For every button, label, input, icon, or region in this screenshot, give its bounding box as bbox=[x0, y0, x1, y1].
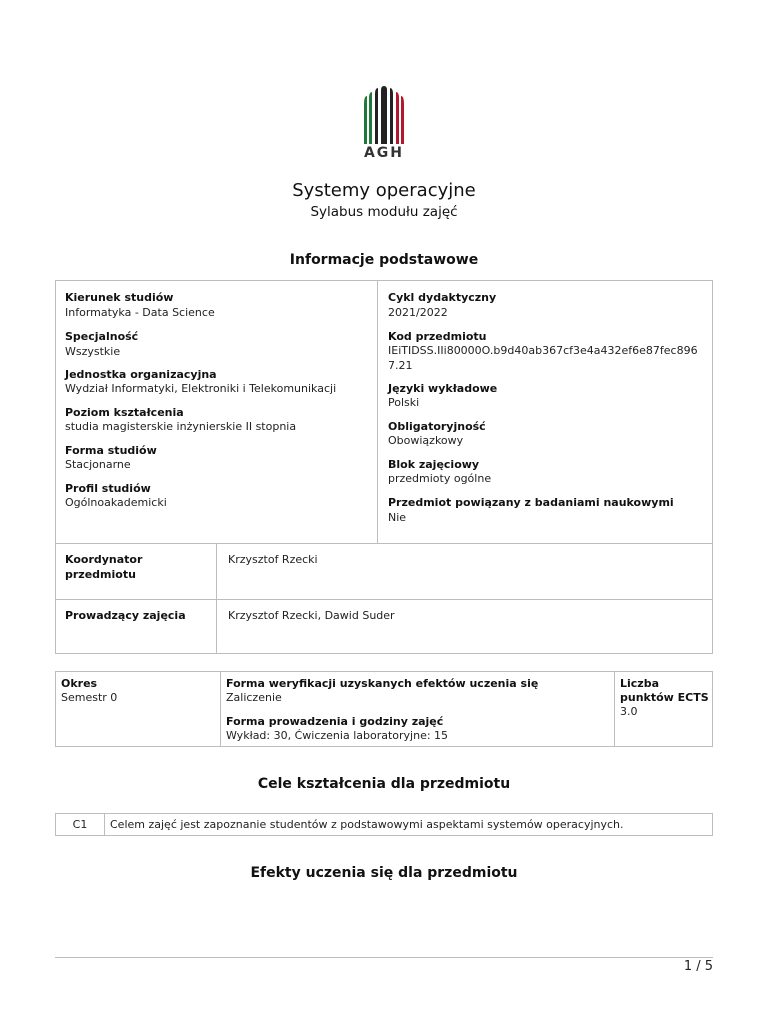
languages-value: Polski bbox=[388, 396, 420, 409]
goals-table bbox=[55, 813, 713, 836]
coordinator-label-line1: Koordynator bbox=[65, 553, 143, 566]
column-divider bbox=[220, 672, 221, 746]
column-divider bbox=[614, 672, 615, 746]
block-label: Blok zajęciowy bbox=[388, 458, 480, 471]
row-divider bbox=[56, 599, 712, 600]
goal-code: C1 bbox=[72, 818, 88, 831]
period-label: Okres bbox=[61, 677, 98, 690]
verification-label: Forma weryfikacji uzyskanych efektów uczenia się bbox=[226, 677, 539, 690]
coordinator-value: Krzysztof Rzecki bbox=[228, 553, 318, 566]
form-label: Forma prowadzenia i godziny zajęć bbox=[226, 715, 444, 728]
code-value-line2: 7.21 bbox=[388, 359, 413, 372]
teachers-value: Krzysztof Rzecki, Dawid Suder bbox=[228, 609, 395, 622]
section-heading-goals: Cele kształcenia dla przedmiotu bbox=[257, 776, 511, 792]
teachers-label: Prowadzący zajęcia bbox=[65, 609, 186, 622]
column-divider bbox=[377, 281, 378, 543]
basic-info-table: Kierunek studiów Informatyka - Data Science Specjalność Wszystkie Jednostka organizacyjna Wydział Informatyki, Elektroniki i Telekomunikacji Poziom kształcenia studia magisterskie inżynierskie II stopnia Forma studiów Stacjonarne Profil studiów Ogólnoakademicki Cykl dydaktyczny 2021/2022 Kod przedmiotu IEiTIDSS.IIi80000O.b9d40ab367cf3e4a432ef6e87fec896 7.21 Języki wykładowe Polski Obligatoryjność Obowiązkowy Blok zajęciowy przedmioty ogólne Przedmiot powiązany z badaniami naukowymi Nie Koordynator przedmiotu Krzysztof Rzecki Prowadzący zajęcia Krzysztof Rzecki, Dawid Suder bbox=[55, 280, 713, 654]
code-label: Kod przedmiotu bbox=[388, 330, 487, 343]
page-number: 1 / 5 bbox=[683, 959, 713, 974]
logo-text: AGH bbox=[363, 145, 405, 161]
cycle-label: Cykl dydaktyczny bbox=[388, 291, 497, 304]
goal-text: Celem zajęć jest zapoznanie studentów z podstawowymi aspektami systemów operacyjnych. bbox=[110, 818, 624, 831]
code-value-line1: IEiTIDSS.IIi80000O.b9d40ab367cf3e4a432ef6e87fec896 bbox=[388, 344, 698, 357]
block-value: przedmioty ogólne bbox=[388, 472, 492, 485]
form-value: Wykład: 30, Ćwiczenia laboratoryjne: 15 bbox=[226, 729, 449, 742]
section-heading-outcomes: Efekty uczenia się dla przedmiotu bbox=[250, 865, 518, 881]
research-value: Nie bbox=[388, 511, 407, 524]
column-divider bbox=[104, 814, 105, 835]
footer-divider bbox=[55, 957, 713, 958]
ects-label-line2: punktów ECTS bbox=[620, 691, 709, 704]
cycle-value: 2021/2022 bbox=[388, 306, 448, 319]
page-subtitle: Sylabus modułu zajęć bbox=[310, 204, 458, 220]
languages-label: Języki wykładowe bbox=[388, 382, 498, 395]
column-divider bbox=[216, 543, 217, 653]
research-label: Przedmiot powiązany z badaniami naukowymi bbox=[388, 496, 674, 509]
ects-value: 3.0 bbox=[620, 705, 638, 718]
row-divider bbox=[56, 543, 712, 544]
page-title: Systemy operacyjne bbox=[292, 180, 476, 201]
obligatory-value: Obowiązkowy bbox=[388, 434, 464, 447]
section-heading-basic-info: Informacje podstawowe bbox=[289, 252, 479, 268]
obligatory-label: Obligatoryjność bbox=[388, 420, 486, 433]
verification-value: Zaliczenie bbox=[226, 691, 282, 704]
ects-label-line1: Liczba bbox=[620, 677, 659, 690]
coordinator-label-line2: przedmiotu bbox=[65, 568, 136, 581]
period-table bbox=[55, 671, 713, 747]
period-value: Semestr 0 bbox=[61, 691, 118, 704]
